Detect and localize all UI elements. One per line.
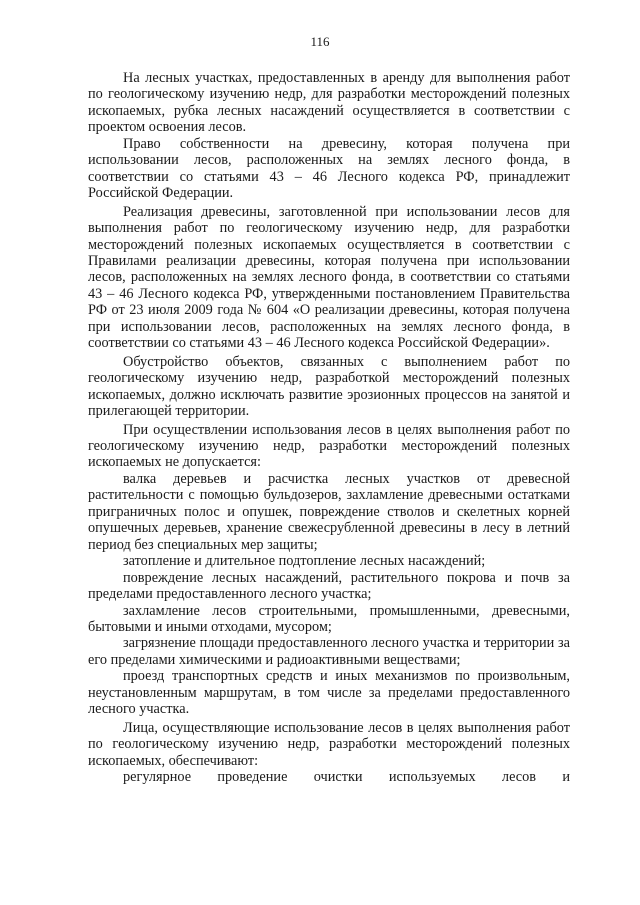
paragraph: Право собственности на древесину, которая получена при использовании лесов, расположенных на землях лесного фонда, в соответствии со статьями 43 – 46 Лесного кодекса РФ, принадлежит Российской Федерации. — [88, 135, 570, 202]
list-item: повреждение лесных насаждений, растительного покрова и почв за пределами предоставленного лесного участка; — [88, 569, 570, 603]
list-item: регулярное проведение очистки используемых лесов и — [123, 769, 570, 786]
paragraph: Обустройство объектов, связанных с выполнением работ по геологическому изучению недр, разработкой месторождений полезных ископаемых, должно исключать развитие эрозионных процессов на занятой и прилегающей территории. — [88, 353, 570, 420]
paragraph: На лесных участках, предоставленных в аренду для выполнения работ по геологическому изучению недр, для разработки месторождений полезных ископаемых, рубка лесных насаждений осуществляется в соответствии с проектом освоения лесов. — [88, 70, 570, 136]
list-item: захламление лесов строительными, промышленными, древесными, бытовыми и иными отходами, мусором; — [88, 602, 570, 635]
body-text — [88, 70, 570, 785]
paragraph: Лица, осуществляющие использование лесов в целях выполнения работ по геологическому изучению недр, разработки месторождений полезных ископаемых, обеспечивают: — [88, 719, 570, 769]
page-number: 116 — [310, 34, 330, 49]
list-item: проезд транспортных средств и иных механизмов по произвольным, неустановленным маршрутам, в том числе за пределами предоставленного лесного участка. — [88, 668, 570, 718]
list-item: валка деревьев и расчистка лесных участков от древесной растительности с помощью бульдозеров, захламление древесными остатками приграничных полос и опушек, повреждение стволов и скелетных корней опушечных деревьев, хранение свежесрубленной древесины в лесу в летний период без специальных мер защиты; — [88, 470, 570, 553]
list-item: затопление и длительное подтопление лесных насаждений; — [123, 553, 486, 570]
paragraph: Реализация древесины, заготовленной при использовании лесов для выполнения работ по геологическому изучению недр, для разработки месторождений полезных ископаемых осуществляется в соответствии с Правилами реализации древесины, которая получена при использовании лесов, расположенных на землях лесного фонда, в соответствии со статьями 43 – 46 Лесного кодекса РФ, утвержденными постановлением Правительства РФ от 23 июля 2009 года № 604 «О реализации древесины, которая получена при использовании лесов, расположенных на землях лесного фонда, в соответствии со статьями 43 – 46 Лесного кодекса Российской Федерации». — [88, 203, 570, 352]
paragraph: При осуществлении использования лесов в целях выполнения работ по геологическому изучению недр, разработки месторождений полезных ископаемых не допускается: — [88, 421, 570, 471]
list-item: загрязнение площади предоставленного лесного участка и территории за его пределами химическими и радиоактивными веществами; — [88, 635, 570, 668]
